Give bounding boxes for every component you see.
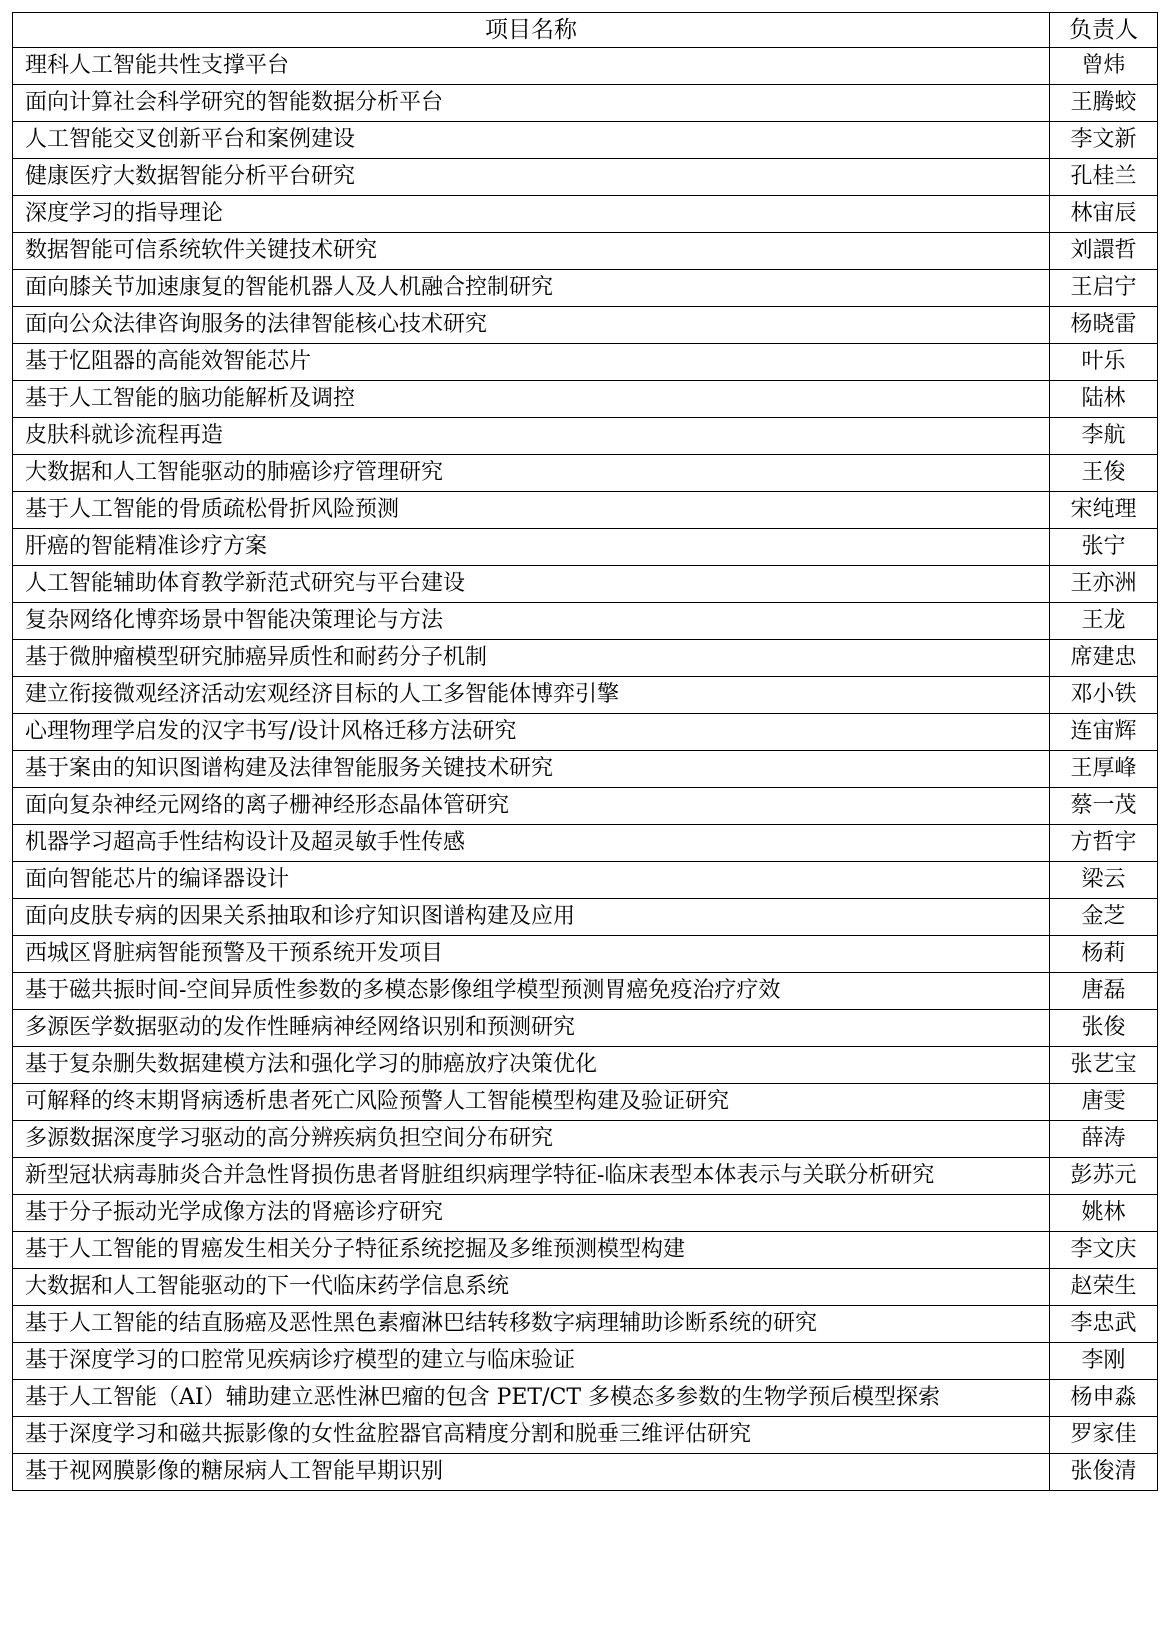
project-name-cell: 基于人工智能（AI）辅助建立恶性淋巴瘤的包含 PET/CT 多模态多参数的生物学预后模型探索 — [13, 1380, 1050, 1417]
table-row — [13, 1195, 1158, 1232]
leader-cell: 王俊 — [1050, 455, 1158, 492]
leader-cell: 姚林 — [1050, 1195, 1158, 1232]
project-name-cell: 人工智能交叉创新平台和案例建设 — [13, 122, 1050, 159]
project-name-cell: 面向皮肤专病的因果关系抽取和诊疗知识图谱构建及应用 — [13, 899, 1050, 936]
table-row — [13, 1047, 1158, 1084]
table-row — [13, 751, 1158, 788]
table-row — [13, 492, 1158, 529]
table-row — [13, 418, 1158, 455]
leader-cell: 陆林 — [1050, 381, 1158, 418]
project-name-cell: 复杂网络化博弈场景中智能决策理论与方法 — [13, 603, 1050, 640]
project-name-cell: 理科人工智能共性支撑平台 — [13, 48, 1050, 85]
table-row — [13, 1158, 1158, 1195]
table-row — [13, 344, 1158, 381]
table-row — [13, 455, 1158, 492]
table-row — [13, 233, 1158, 270]
project-name-cell: 皮肤科就诊流程再造 — [13, 418, 1050, 455]
leader-cell: 孔桂兰 — [1050, 159, 1158, 196]
leader-cell: 唐雯 — [1050, 1084, 1158, 1121]
table-row — [13, 1232, 1158, 1269]
project-name-cell: 面向计算社会科学研究的智能数据分析平台 — [13, 85, 1050, 122]
project-name-cell: 基于忆阻器的高能效智能芯片 — [13, 344, 1050, 381]
project-name-cell: 多源数据深度学习驱动的高分辨疾病负担空间分布研究 — [13, 1121, 1050, 1158]
leader-cell: 罗家佳 — [1050, 1417, 1158, 1454]
project-name-cell: 机器学习超高手性结构设计及超灵敏手性传感 — [13, 825, 1050, 862]
table-row — [13, 1454, 1158, 1491]
leader-cell: 邓小铁 — [1050, 677, 1158, 714]
table-row — [13, 529, 1158, 566]
table-row — [13, 825, 1158, 862]
leader-cell: 王腾蛟 — [1050, 85, 1158, 122]
table-row — [13, 714, 1158, 751]
table-row — [13, 640, 1158, 677]
table-row — [13, 1084, 1158, 1121]
leader-cell: 王厚峰 — [1050, 751, 1158, 788]
table-row — [13, 307, 1158, 344]
project-name-cell: 基于磁共振时间-空间异质性参数的多模态影像组学模型预测胃癌免疫治疗疗效 — [13, 973, 1050, 1010]
table-body — [13, 48, 1158, 1491]
leader-cell: 李文新 — [1050, 122, 1158, 159]
table-row — [13, 48, 1158, 85]
leader-cell: 梁云 — [1050, 862, 1158, 899]
leader-cell: 曾炜 — [1050, 48, 1158, 85]
project-name-cell: 基于微肿瘤模型研究肺癌异质性和耐药分子机制 — [13, 640, 1050, 677]
leader-cell: 杨莉 — [1050, 936, 1158, 973]
project-name-cell: 面向公众法律咨询服务的法律智能核心技术研究 — [13, 307, 1050, 344]
leader-cell: 李文庆 — [1050, 1232, 1158, 1269]
leader-cell: 宋纯理 — [1050, 492, 1158, 529]
table-row — [13, 196, 1158, 233]
leader-cell: 张俊 — [1050, 1010, 1158, 1047]
table-row — [13, 603, 1158, 640]
project-name-cell: 基于人工智能的脑功能解析及调控 — [13, 381, 1050, 418]
leader-cell: 王启宁 — [1050, 270, 1158, 307]
table-row — [13, 899, 1158, 936]
leader-cell: 连宙辉 — [1050, 714, 1158, 751]
leader-cell: 赵荣生 — [1050, 1269, 1158, 1306]
leader-cell: 李刚 — [1050, 1343, 1158, 1380]
project-name-cell: 面向复杂神经元网络的离子栅神经形态晶体管研究 — [13, 788, 1050, 825]
leader-cell: 金芝 — [1050, 899, 1158, 936]
project-name-cell: 基于复杂删失数据建模方法和强化学习的肺癌放疗决策优化 — [13, 1047, 1050, 1084]
header-leader: 负责人 — [1050, 13, 1158, 48]
leader-cell: 彭苏元 — [1050, 1158, 1158, 1195]
project-name-cell: 人工智能辅助体育教学新范式研究与平台建设 — [13, 566, 1050, 603]
project-name-cell: 深度学习的指导理论 — [13, 196, 1050, 233]
table-row — [13, 566, 1158, 603]
table-row — [13, 1380, 1158, 1417]
table-row — [13, 1269, 1158, 1306]
table-row — [13, 1010, 1158, 1047]
leader-cell: 李忠武 — [1050, 1306, 1158, 1343]
project-name-cell: 建立衔接微观经济活动宏观经济目标的人工多智能体博弈引擎 — [13, 677, 1050, 714]
leader-cell: 张宁 — [1050, 529, 1158, 566]
project-name-cell: 可解释的终末期肾病透析患者死亡风险预警人工智能模型构建及验证研究 — [13, 1084, 1050, 1121]
table-row — [13, 1306, 1158, 1343]
project-name-cell: 肝癌的智能精准诊疗方案 — [13, 529, 1050, 566]
table-row — [13, 677, 1158, 714]
project-name-cell: 基于案由的知识图谱构建及法律智能服务关键技术研究 — [13, 751, 1050, 788]
leader-cell: 张俊清 — [1050, 1454, 1158, 1491]
table-row — [13, 122, 1158, 159]
project-name-cell: 大数据和人工智能驱动的肺癌诊疗管理研究 — [13, 455, 1050, 492]
project-name-cell: 面向膝关节加速康复的智能机器人及人机融合控制研究 — [13, 270, 1050, 307]
leader-cell: 杨晓雷 — [1050, 307, 1158, 344]
project-name-cell: 西城区肾脏病智能预警及干预系统开发项目 — [13, 936, 1050, 973]
table-row — [13, 159, 1158, 196]
project-name-cell: 健康医疗大数据智能分析平台研究 — [13, 159, 1050, 196]
table-row — [13, 973, 1158, 1010]
project-name-cell: 基于人工智能的结直肠癌及恶性黑色素瘤淋巴结转移数字病理辅助诊断系统的研究 — [13, 1306, 1050, 1343]
table-row — [13, 1417, 1158, 1454]
leader-cell: 薛涛 — [1050, 1121, 1158, 1158]
table-row — [13, 1121, 1158, 1158]
table-row — [13, 270, 1158, 307]
project-name-cell: 面向智能芯片的编译器设计 — [13, 862, 1050, 899]
leader-cell: 李航 — [1050, 418, 1158, 455]
table-row — [13, 862, 1158, 899]
leader-cell: 张艺宝 — [1050, 1047, 1158, 1084]
leader-cell: 林宙辰 — [1050, 196, 1158, 233]
header-row — [13, 13, 1158, 48]
table-row — [13, 1343, 1158, 1380]
leader-cell: 杨申淼 — [1050, 1380, 1158, 1417]
project-name-cell: 基于深度学习的口腔常见疾病诊疗模型的建立与临床验证 — [13, 1343, 1050, 1380]
project-name-cell: 大数据和人工智能驱动的下一代临床药学信息系统 — [13, 1269, 1050, 1306]
leader-cell: 刘譞哲 — [1050, 233, 1158, 270]
project-name-cell: 基于分子振动光学成像方法的肾癌诊疗研究 — [13, 1195, 1050, 1232]
project-name-cell: 基于人工智能的胃癌发生相关分子特征系统挖掘及多维预测模型构建 — [13, 1232, 1050, 1269]
table-row — [13, 381, 1158, 418]
leader-cell: 叶乐 — [1050, 344, 1158, 381]
projects-table — [12, 12, 1158, 1491]
table-row — [13, 788, 1158, 825]
table-row — [13, 85, 1158, 122]
table-row — [13, 936, 1158, 973]
project-name-cell: 数据智能可信系统软件关键技术研究 — [13, 233, 1050, 270]
header-project-name: 项目名称 — [13, 13, 1050, 48]
project-name-cell: 基于深度学习和磁共振影像的女性盆腔器官高精度分割和脱垂三维评估研究 — [13, 1417, 1050, 1454]
project-name-cell: 多源医学数据驱动的发作性睡病神经网络识别和预测研究 — [13, 1010, 1050, 1047]
leader-cell: 方哲宇 — [1050, 825, 1158, 862]
leader-cell: 王龙 — [1050, 603, 1158, 640]
project-name-cell: 基于人工智能的骨质疏松骨折风险预测 — [13, 492, 1050, 529]
project-name-cell: 基于视网膜影像的糖尿病人工智能早期识别 — [13, 1454, 1050, 1491]
project-name-cell: 心理物理学启发的汉字书写/设计风格迁移方法研究 — [13, 714, 1050, 751]
leader-cell: 席建忠 — [1050, 640, 1158, 677]
project-name-cell: 新型冠状病毒肺炎合并急性肾损伤患者肾脏组织病理学特征-临床表型本体表示与关联分析研究 — [13, 1158, 1050, 1195]
leader-cell: 王亦洲 — [1050, 566, 1158, 603]
leader-cell: 蔡一茂 — [1050, 788, 1158, 825]
leader-cell: 唐磊 — [1050, 973, 1158, 1010]
